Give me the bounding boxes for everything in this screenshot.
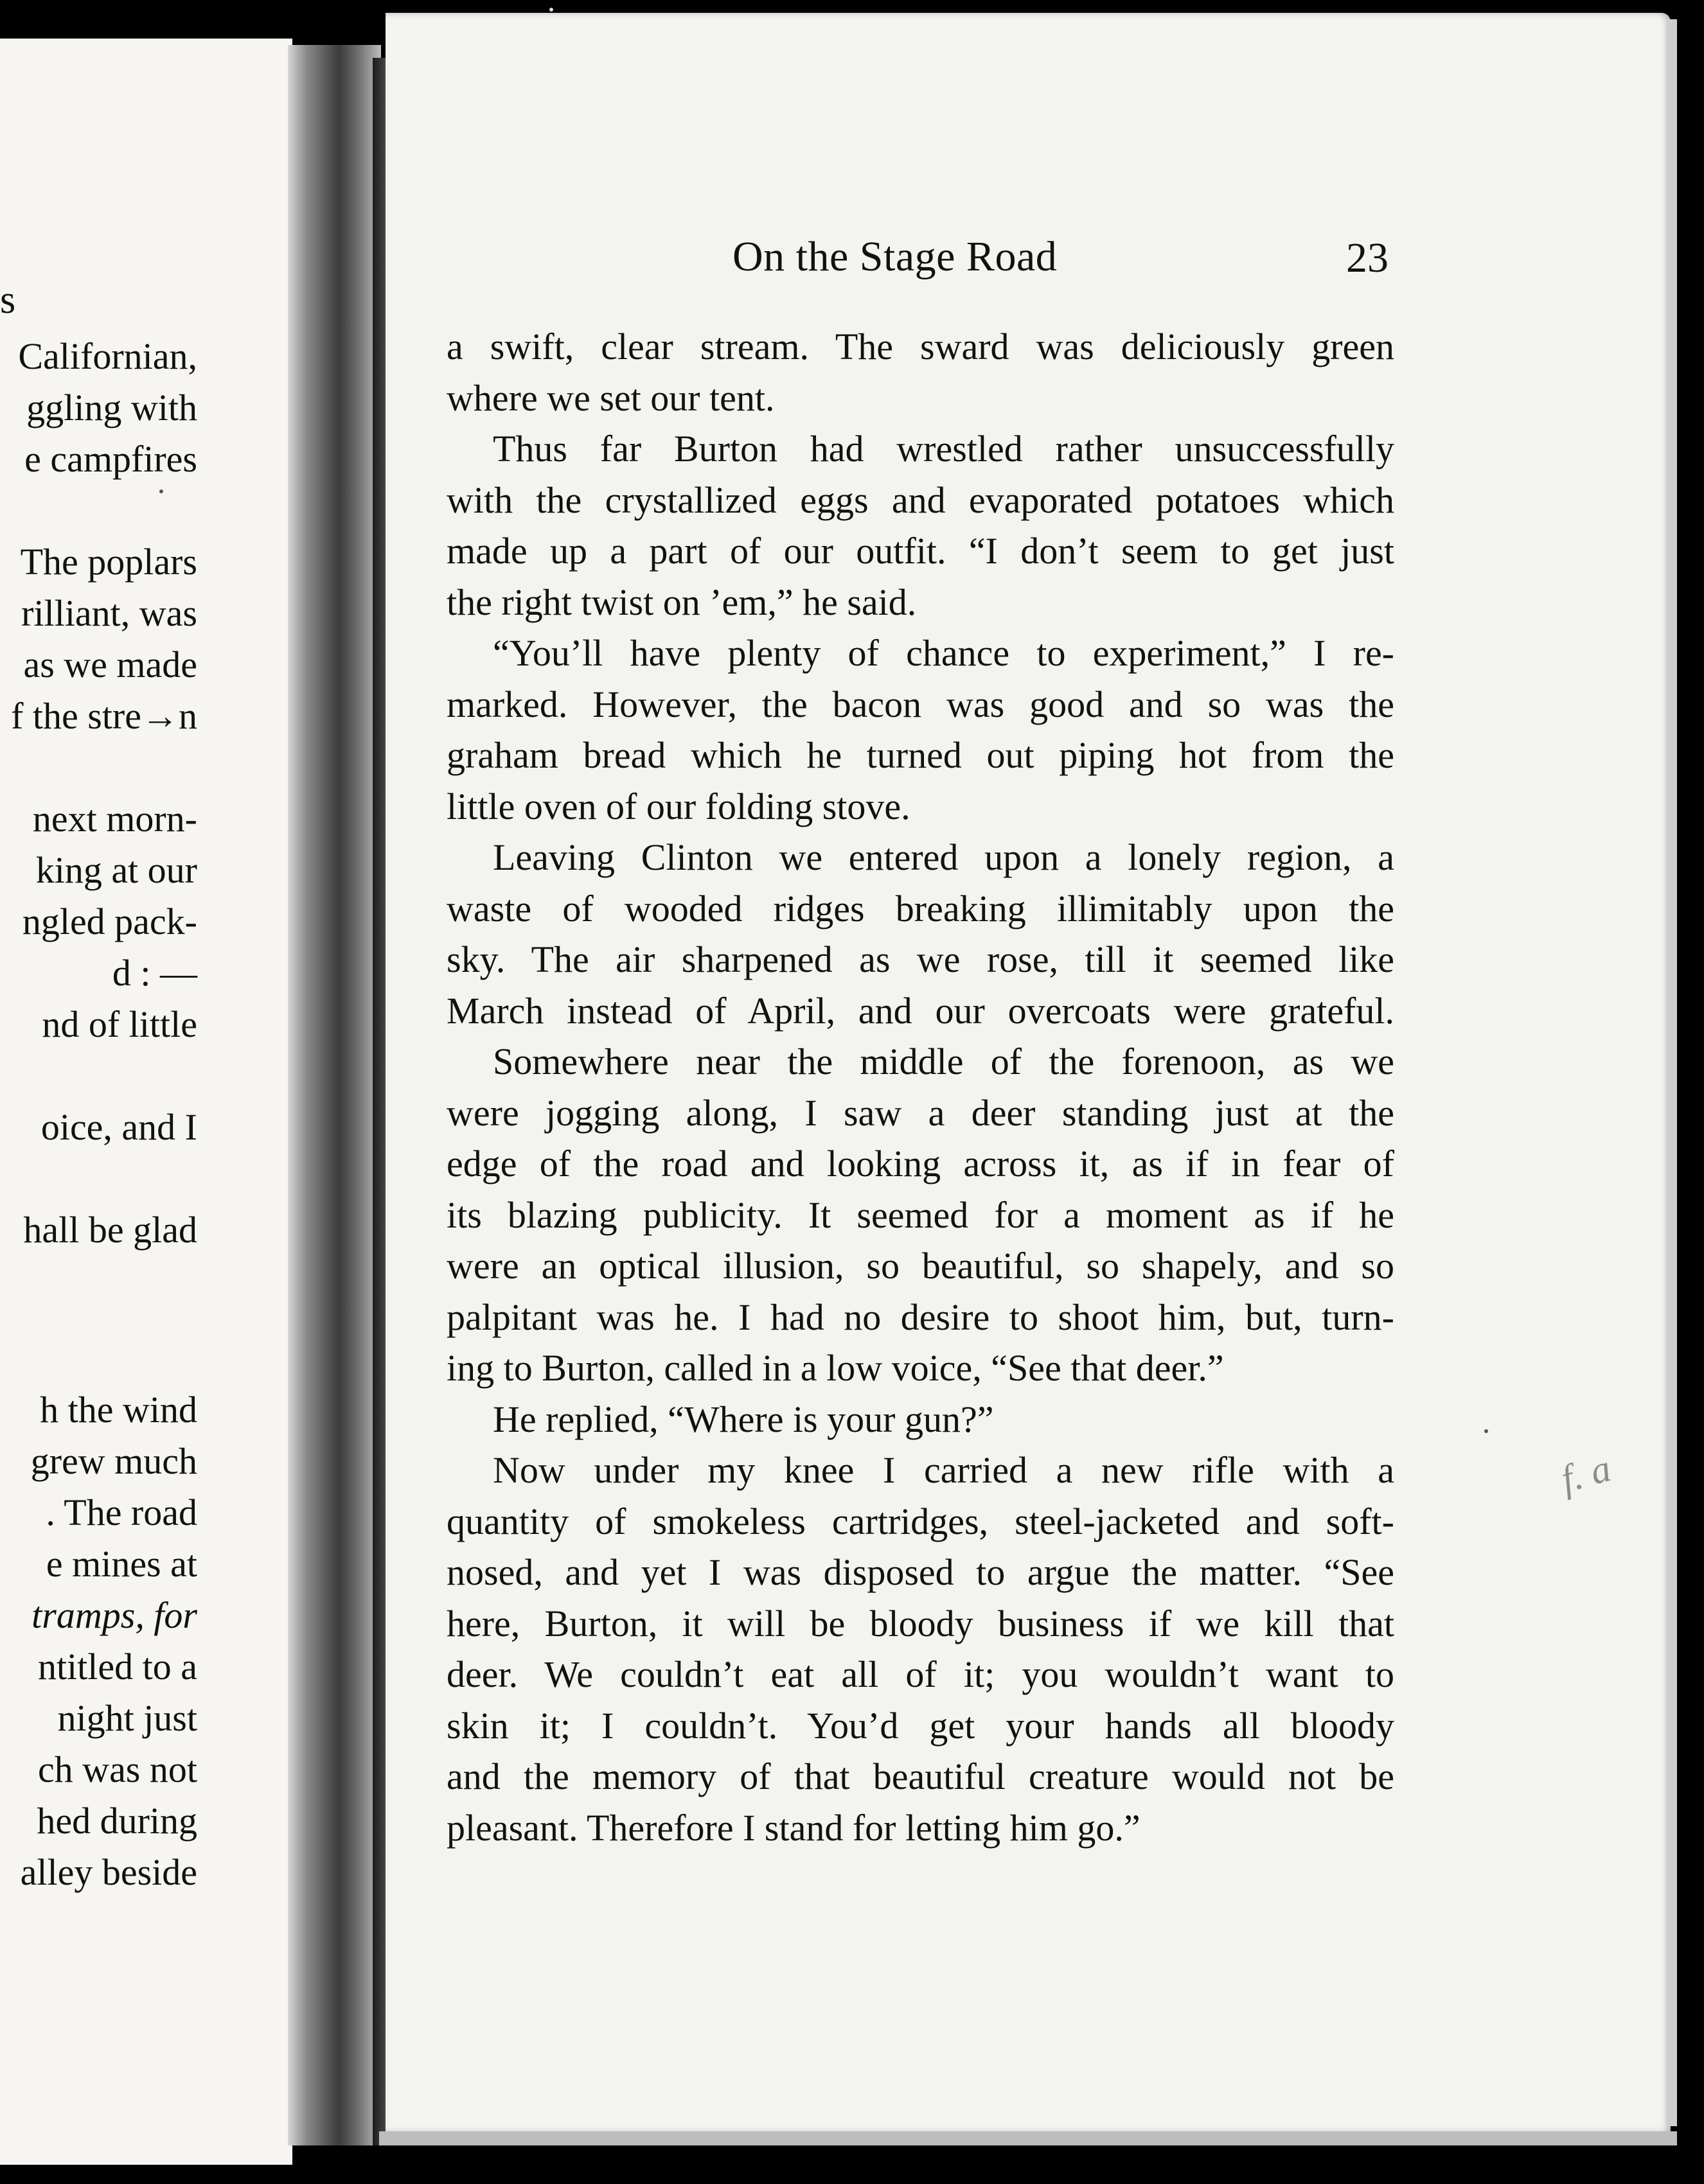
text-line: skin it; I couldn’t. You’d get your hands all bloody — [447, 1704, 1394, 1747]
text-line: ing to Burton, called in a low voice, “See that deer.” — [447, 1347, 1224, 1389]
paper-speck — [1484, 1429, 1488, 1433]
page-fore-edge — [1668, 19, 1677, 2126]
text-line: quantity of smokeless cartridges, steel-jacketed and soft- — [447, 1500, 1394, 1542]
text-line: sky. The air sharpened as we rose, till it seemed like — [447, 938, 1394, 980]
text-line: waste of wooded ridges breaking illimitably upon the — [447, 887, 1394, 929]
left-line: king at our — [35, 849, 197, 891]
page-bottom-edge — [379, 2131, 1677, 2145]
text-line: where we set our tent. — [447, 376, 775, 419]
text-line: pleasant. Therefore I stand for letting him go.” — [447, 1806, 1140, 1849]
left-line: rilliant, was — [21, 592, 197, 634]
text-line: its blazing publicity. It seemed for a moment as if he — [447, 1193, 1394, 1236]
book-gutter — [288, 45, 381, 2145]
text-line: a swift, clear stream. The sward was deliciously green — [447, 326, 1394, 367]
left-line: oice, and I — [40, 1106, 197, 1148]
text-line: with the crystallized eggs and evaporated potatoes which — [447, 479, 1394, 521]
paper-speck — [159, 489, 163, 493]
running-head: On the Stage Road — [732, 233, 1058, 280]
left-line: tramps, for — [31, 1594, 197, 1636]
text-line: “You’ll have plenty of chance to experiment,” I re- — [493, 632, 1394, 674]
margin-pencil-mark: f. a — [1556, 1447, 1615, 1501]
text-line: here, Burton, it will be bloody business if we kill that — [447, 1602, 1394, 1644]
left-running-head-fragment: s — [0, 278, 16, 322]
left-facing-page — [0, 39, 292, 2165]
paper-speck — [549, 8, 553, 12]
left-line: alley beside — [20, 1851, 197, 1893]
text-line: little oven of our folding stove. — [447, 785, 910, 827]
left-line: ggling with — [26, 387, 197, 428]
left-line: e mines at — [46, 1543, 197, 1585]
text-line: deer. We couldn’t eat all of it; you wouldn’t want to — [447, 1653, 1394, 1695]
text-line: were an optical illusion, so beautiful, so shapely, and so — [447, 1245, 1394, 1287]
left-line: nd of little — [42, 1003, 197, 1045]
left-line: The poplars — [20, 541, 197, 583]
text-line: Now under my knee I carried a new rifle with a — [493, 1449, 1394, 1491]
body-text — [447, 321, 1394, 1853]
text-line: March instead of April, and our overcoats were grateful. — [447, 989, 1394, 1032]
text-line: Thus far Burton had wrestled rather unsuccessfully — [493, 428, 1394, 470]
text-line: Somewhere near the middle of the forenoon, as we — [493, 1041, 1394, 1082]
text-line: nosed, and yet I was disposed to argue the matter. “See — [447, 1551, 1394, 1593]
text-line: and the memory of that beautiful creature would not be — [447, 1756, 1394, 1797]
text-line: Leaving Clinton we entered upon a lonely region, a — [493, 836, 1394, 878]
left-line: f the stre→n — [11, 695, 197, 737]
left-line: ngled pack- — [22, 901, 197, 942]
text-line: He replied, “Where is your gun?” — [493, 1398, 994, 1440]
left-line: grew much — [30, 1440, 197, 1482]
left-line: ch was not — [37, 1748, 197, 1790]
text-line: edge of the road and looking across it, as if in fear of — [447, 1143, 1394, 1184]
left-line: hed during — [37, 1800, 197, 1842]
left-line: Californian, — [18, 335, 197, 377]
text-line: graham bread which he turned out piping hot from the — [447, 734, 1394, 776]
text-line: the right twist on ’em,” he said. — [447, 581, 917, 623]
left-line: next morn- — [32, 798, 197, 840]
text-line: marked. However, the bacon was good and so was the — [447, 683, 1394, 725]
text-line: were jogging along, I saw a deer standing just at the — [447, 1091, 1394, 1134]
text-line: made up a part of our outfit. “I don’t seem to get just — [447, 530, 1394, 572]
page-number: 23 — [1346, 234, 1389, 281]
left-line: e campfires — [24, 438, 197, 480]
left-line: h the wind — [40, 1389, 197, 1431]
left-line: ntitled to a — [37, 1646, 197, 1687]
left-line: night just — [57, 1697, 197, 1739]
left-line: d : — — [112, 952, 197, 994]
left-line: . The road — [46, 1492, 197, 1533]
left-line: as we made — [23, 644, 197, 685]
left-line: hall be glad — [23, 1209, 197, 1251]
text-line: palpitant was he. I had no desire to shoot him, but, turn- — [447, 1296, 1394, 1338]
